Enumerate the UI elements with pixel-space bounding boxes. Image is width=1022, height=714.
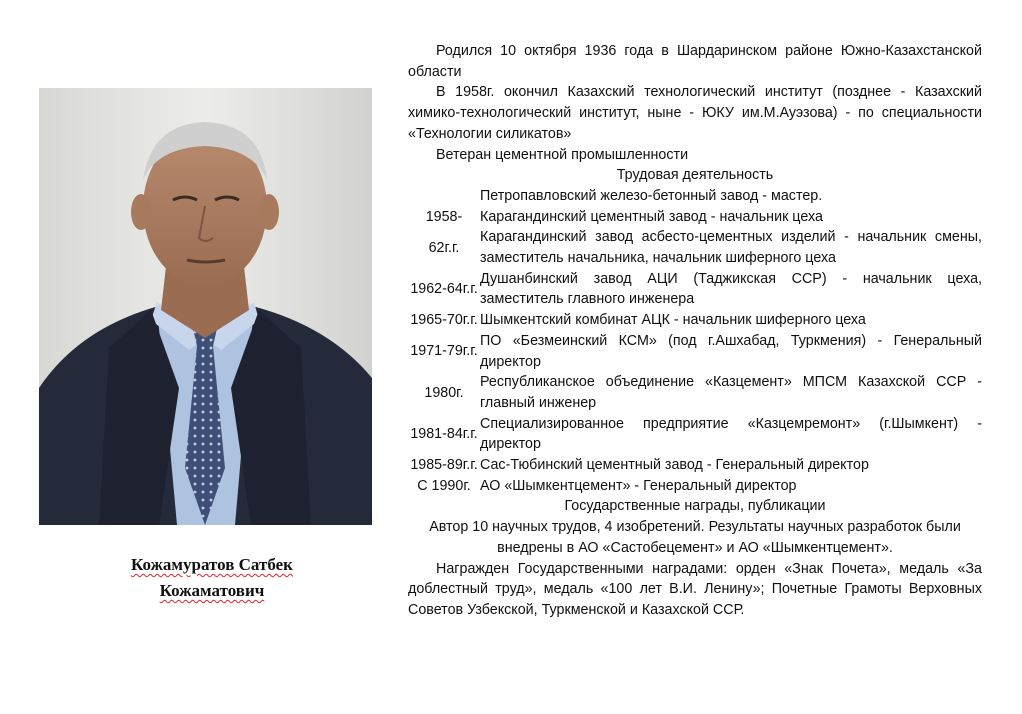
career-description: Шымкентский комбинат АЦК - начальник шиферного цеха [480, 312, 866, 329]
person-name [39, 552, 385, 604]
career-years: 1965-70г.г. [410, 312, 478, 329]
bio-born: Родился 10 октября 1936 года в Шардаринском районе Южно-Казахстанской области [408, 43, 982, 80]
biography-text [408, 41, 982, 621]
career-description: Специализированное предприятие «Казцемремонт» (г.Шымкент) - директор [480, 415, 982, 453]
career-years: 1980г. [424, 384, 464, 401]
career-description: Петропавловский железо-бетонный завод - мастер. [480, 187, 823, 204]
career-years: 1985-89г.г. [410, 457, 478, 474]
career-description: Карагандинский цементный завод - начальник цеха [480, 208, 823, 225]
portrait-illustration [39, 88, 372, 525]
portrait-photo [39, 88, 372, 525]
career-row [408, 331, 982, 372]
bio-veteran: Ветеран цементной промышленности [436, 146, 689, 163]
career-row [408, 455, 982, 476]
bio-education: В 1958г. окончил Казахский технологический институт (позднее - Казахский химико-технологический институт, ныне - ЮКУ им.М.Ауэзова) - по специальности «Технологии силикатов» [408, 84, 982, 142]
career-row [408, 269, 982, 310]
career-description: Душанбинский завод АЦИ (Таджикская ССР) - начальник цеха, заместитель главного инженера [480, 270, 982, 308]
career-years: 1971-79г.г. [410, 343, 478, 360]
career-years: С 1990г. [417, 477, 471, 494]
awards-heading: Государственные награды, публикации [564, 498, 826, 515]
career-years: 1958- [425, 208, 463, 225]
career-description: АО «Шымкентцемент» - Генеральный директор [480, 477, 797, 494]
career-row [408, 207, 982, 228]
career-row [408, 476, 982, 497]
career-row [408, 227, 982, 268]
awards-works: Автор 10 научных трудов, 4 изобретений. Результаты научных разработок были внедрены в АО «Састобецемент» и АО «Шымкентцемент». [429, 519, 961, 556]
career-years: 62г.г. [428, 239, 460, 256]
career-table [408, 186, 982, 497]
person-surname-given: Кожамуратов Сатбек [131, 555, 293, 574]
career-row [408, 310, 982, 331]
career-row [408, 414, 982, 455]
career-description: ПО «Безмеинский КСМ» (под г.Ашхабад, Туркмения) - Генеральный директор [480, 332, 982, 370]
career-description: Сас-Тюбинский цементный завод - Генеральный директор [480, 457, 869, 474]
career-years: 1981-84г.г. [410, 426, 478, 442]
career-description: Республиканское объединение «Казцемент» МПСМ Казахской ССР - главный инженер [480, 374, 982, 411]
career-years: 1962-64г.г. [410, 281, 478, 298]
career-row [408, 372, 982, 413]
career-description: Карагандинский завод асбесто-цементных изделий - начальник смены, заместитель начальника, начальник шиферного цеха [480, 229, 982, 267]
career-years [408, 186, 480, 207]
career-row [408, 186, 982, 207]
person-patronymic: Кожаматович [159, 581, 265, 600]
career-heading: Трудовая деятельность [616, 167, 774, 184]
awards-honors: Награжден Государственными наградами: орден «Знак Почета», медаль «За доблестный труд», медаль «100 лет В.И. Ленину»; Почетные Грамоты Верховных Советов Узбекской, Туркменской и Казахской ССР. [408, 560, 982, 618]
